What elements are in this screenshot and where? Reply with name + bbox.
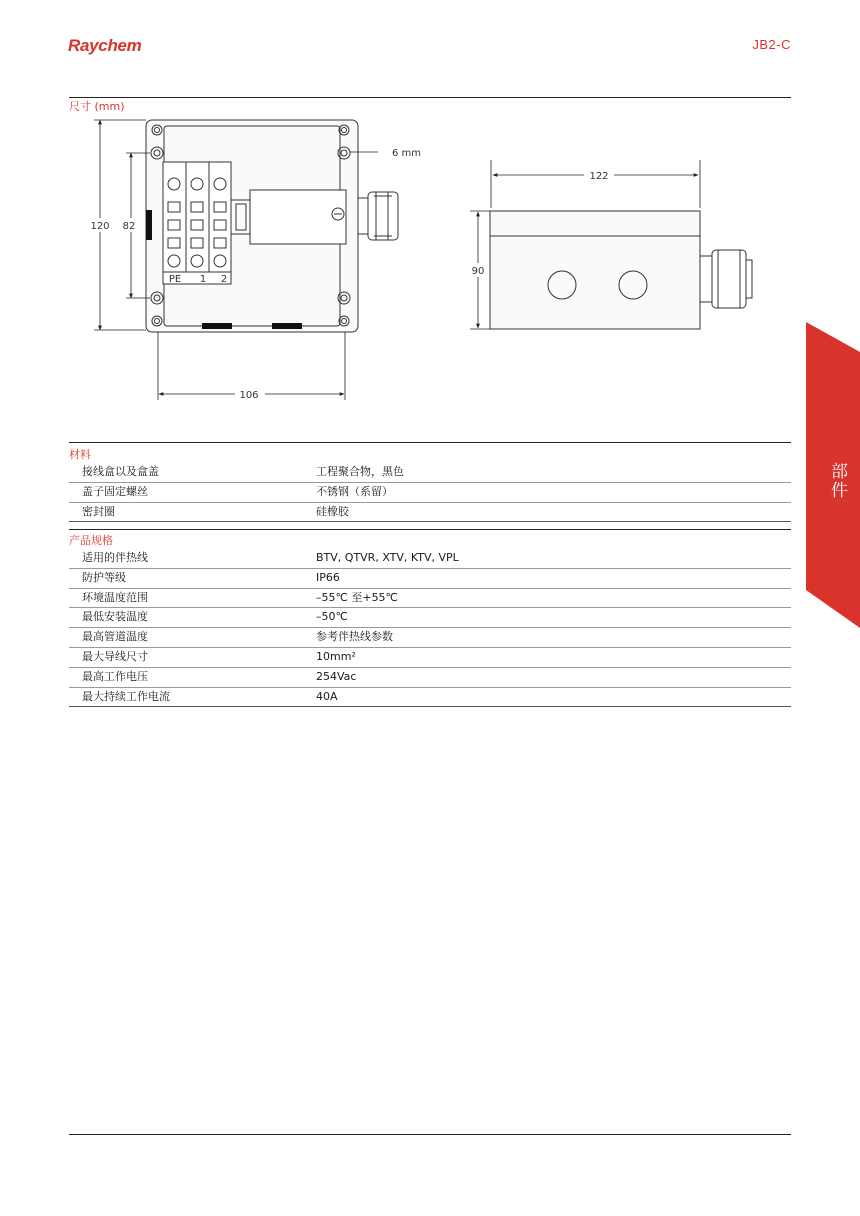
dim-width-side: 122	[589, 171, 609, 182]
row-value: 254Vac	[316, 669, 357, 683]
specs-title: 产品规格	[69, 534, 113, 547]
row-key: 最高管道温度	[82, 630, 148, 644]
materials-title: 材料	[69, 448, 91, 461]
table-row	[69, 688, 791, 708]
dimension-drawing	[0, 0, 860, 420]
specs-table	[69, 549, 791, 707]
row-key: 盖子固定螺丝	[82, 484, 148, 498]
side-tab-label: 部件	[827, 462, 847, 500]
table-row	[69, 589, 791, 609]
row-key: 适用的伴热线	[82, 551, 148, 564]
row-value: 不锈钢（系留）	[316, 484, 393, 498]
raychem-logo: Raychem	[68, 36, 142, 55]
document-code: JB2-C	[752, 37, 791, 52]
side-cable-gland	[700, 250, 752, 308]
row-value: 硅橡胶	[316, 504, 349, 518]
table-row	[69, 569, 791, 589]
terminal-label-1: 1	[199, 274, 207, 285]
row-key: 环境温度范围	[82, 590, 148, 604]
row-value: –55℃ 至+55℃	[316, 590, 398, 604]
row-value: 参考伴热线参数	[316, 630, 393, 644]
terminal-label-pe: PE	[168, 274, 182, 285]
dim-height-inner: 82	[122, 221, 136, 232]
dim-width-front: 106	[239, 390, 259, 401]
specs-rule	[69, 529, 791, 530]
row-key: 防护等级	[82, 570, 126, 584]
table-row	[69, 668, 791, 688]
terminal-label-2: 2	[220, 274, 228, 285]
table-row	[69, 608, 791, 628]
row-key: 密封圈	[82, 504, 115, 518]
table-row	[69, 628, 791, 648]
dim-depth: 90	[471, 266, 485, 277]
row-key: 最大持续工作电流	[82, 689, 170, 703]
dim-height-total: 120	[90, 221, 110, 232]
row-key: 接线盒以及盒盖	[82, 465, 159, 478]
row-value: 工程聚合物，黑色	[316, 465, 404, 478]
table-row	[69, 503, 791, 523]
table-row	[69, 463, 791, 483]
dimensions-title: 尺寸 (mm)	[69, 100, 125, 113]
row-value: 40A	[316, 689, 338, 703]
row-value: –50℃	[316, 610, 348, 624]
materials-table	[69, 463, 791, 522]
row-value: IP66	[316, 570, 340, 584]
table-row	[69, 648, 791, 668]
side-view	[490, 211, 752, 329]
dim-screw: 6 mm	[392, 148, 422, 159]
table-row	[69, 483, 791, 503]
cable-gland	[358, 192, 398, 240]
row-value: 10mm²	[316, 649, 356, 663]
footer-rule	[69, 1134, 791, 1135]
row-key: 最高工作电压	[82, 669, 148, 683]
row-key: 最大导线尺寸	[82, 649, 148, 663]
row-key: 最低安装温度	[82, 610, 148, 624]
row-value: BTV, QTVR, XTV, KTV, VPL	[316, 551, 459, 564]
materials-rule	[69, 442, 791, 443]
table-row	[69, 549, 791, 569]
